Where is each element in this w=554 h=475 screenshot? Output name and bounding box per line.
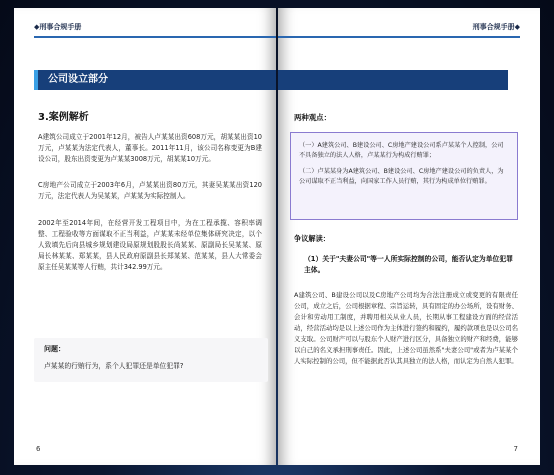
dispute-title: 争议解读： <box>294 234 330 243</box>
case-analysis-heading: 3.案例解析 <box>38 112 89 123</box>
question-text: 卢某某的行贿行为，系个人犯罪还是单位犯罪? <box>44 362 184 370</box>
view-item-2: （二）卢某某身为A建筑公司、B建设公司、C房地产建设公司的负责人，为公司谋取不正当利益，向国家工作人员行贿，其行为构成单位行贿罪。 <box>299 168 504 185</box>
case-paragraph-3: 2002年至2014年间，在经营开发工程项目中，为在工程承揽、容积率调整、工程验收等方面谋取不正当利益，卢某某未经单位集体研究决定，以个人致填先后向县城乡规划建设局原规划股股长尚某某、原副局长吴某某、原局长林某某、郑某某，县人民政府原副县长郑某某、范某某，县人大常委会原主任吴某某等人行贿，共计342.99万元。 <box>38 219 262 271</box>
left-header-rule <box>34 36 276 38</box>
dispute-sub-question: （1）关于"夫妻公司"等一人所实际控制的公司，能否认定为单位犯罪主体。 <box>304 255 513 274</box>
case-paragraph-1: A建筑公司成立于2001年12月，被告人卢某某出资608万元，胡某某出资10万元，卢某某为法定代表人，董事长。2011年11月，该公司名称变更为B建设公司，股东出资变更为卢某某3008万元，胡某某10万元。 <box>38 133 262 163</box>
view-item-1: （一）A建筑公司、B建设公司、C房地产建设公司系卢某某个人控制，公司不具备独立的法人人格，卢某某行为构成行贿罪； <box>299 142 504 159</box>
left-page <box>14 8 276 465</box>
left-running-header: ◆刑事合规手册 <box>34 23 82 31</box>
section-title-banner: 公司设立部分 <box>34 70 276 90</box>
views-title: 两种观点： <box>294 113 331 122</box>
right-running-header: 刑事合规手册◆ <box>472 23 520 31</box>
dispute-analysis-text: A建筑公司、B建设公司以及C房地产公司均为合法注册成立或变更的有限责任公司，成立之后，公司根据章程、宗旨运转，具有固定的办公场所，设有财务、会计和劳动用工制度，并聘用相关从业人员，长期从事工程建设方面的经营活动，经营活动均是以上述公司作为主体进行签约和履约，履约款项也是以公司名义支取。公司财产可以与股东个人财产进行区分，具备独立的财产和经费，能够以自己的名义承担刑事责任。因此，上述公司虽然系"夫妻公司"或者为卢某某个人实际控制的公司，但不能据此否认其具独立的法人格，而认定为自然人犯罪。 <box>294 291 518 365</box>
question-title: 问题： <box>44 345 65 353</box>
left-page-number: 6 <box>36 445 41 453</box>
views-box <box>290 132 518 220</box>
question-box <box>34 338 268 382</box>
right-page-number: 7 <box>513 445 518 453</box>
open-booklet <box>14 8 540 465</box>
section-banner-continuation <box>278 70 508 90</box>
right-header-rule <box>278 36 520 38</box>
case-paragraph-2: C房地产公司成立于2003年6月，卢某某出资80万元，其妻吴某某出资120万元，法定代表人为吴某某，卢某某为实际控制人。 <box>38 181 262 200</box>
right-page <box>278 8 540 465</box>
